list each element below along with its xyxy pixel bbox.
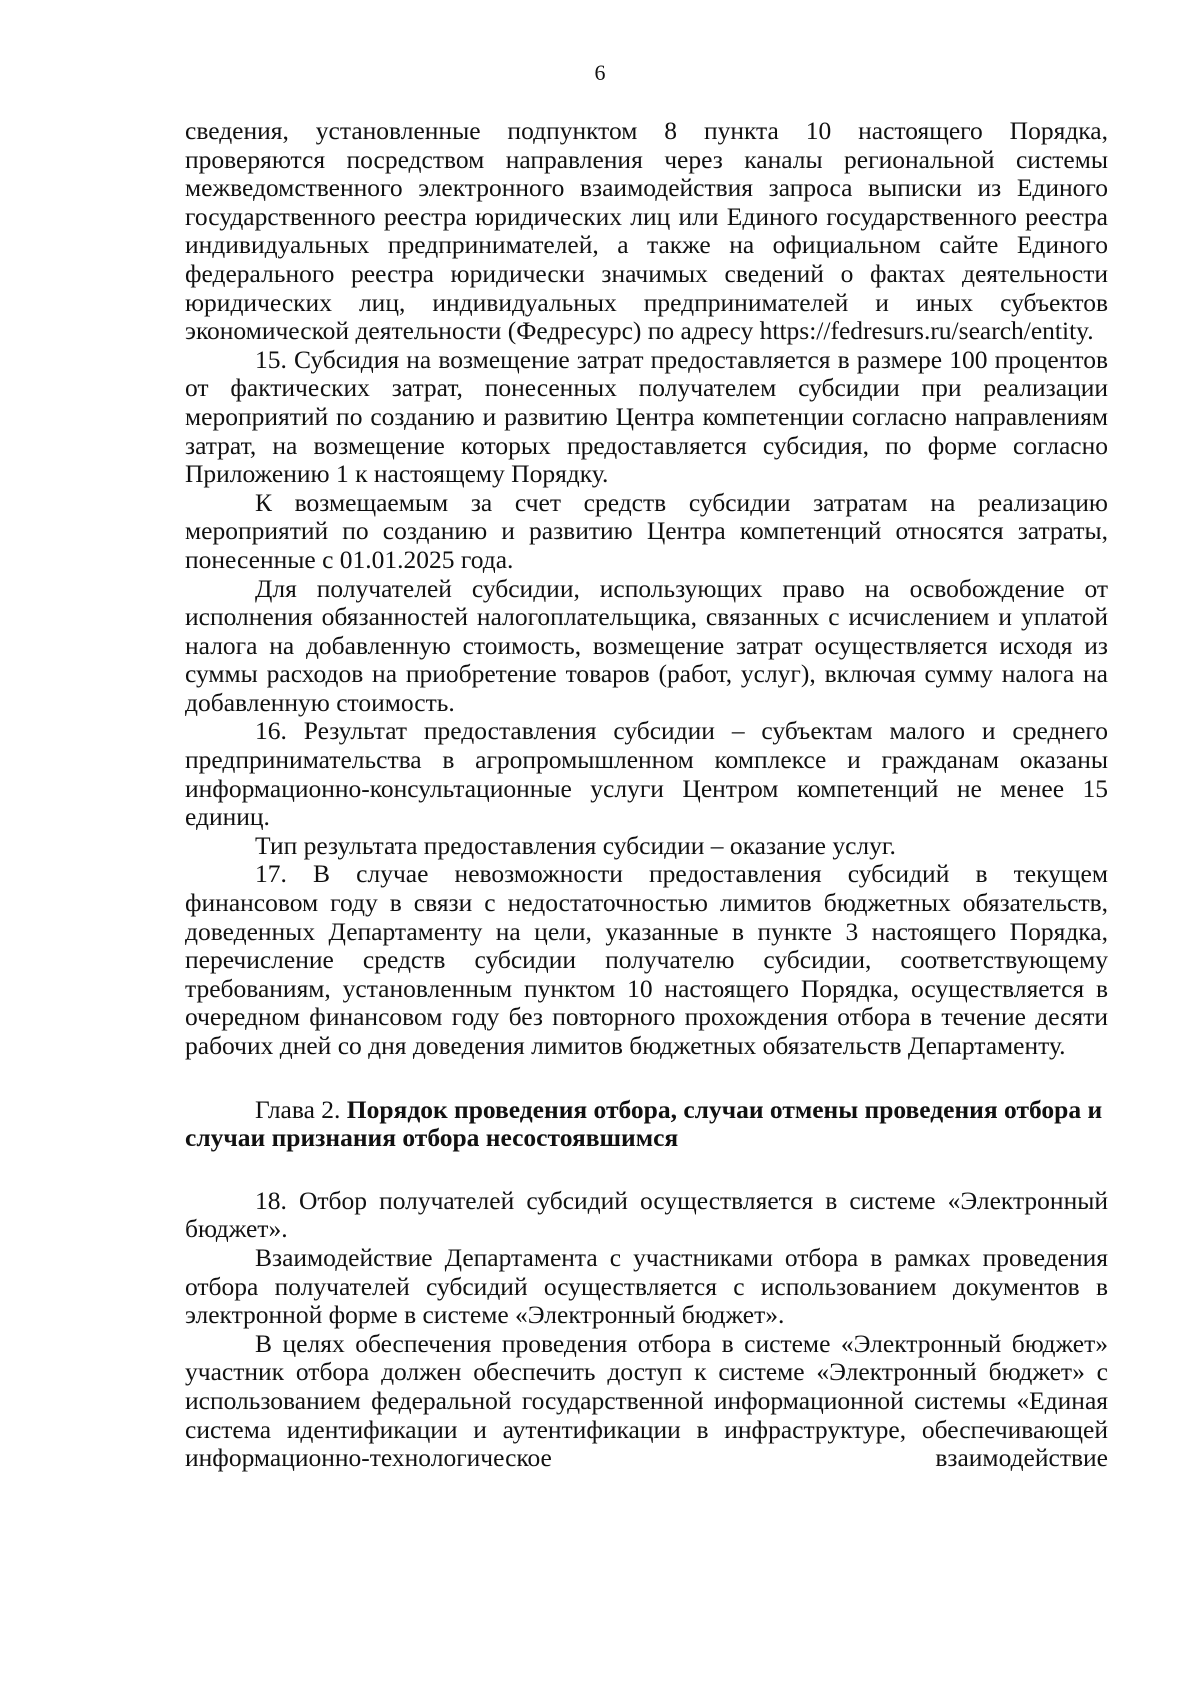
chapter-prefix: Глава 2. xyxy=(255,1094,347,1124)
paragraph-continuation: сведения, установленные подпунктом 8 пункта 10 настоящего Порядка, проверяются посредством направления через каналы региональной системы межведомственного электронного взаимодействия запроса выписки из Единого государственного реестра юридических лиц или Единого государственного реестра индивидуальных предпринимателей, а также на официальном сайте Единого федерального реестра юридически значимых сведений о фактах деятельности юридических лиц, индивидуальных предпринимателей и иных субъектов экономической деятельности (Федресурс) по адресу https://fedresurs.ru/search/entity. xyxy=(185,116,1108,346)
paragraph-item-17: 17. В случае невозможности предоставления субсидий в текущем финансовом году в связи с недостаточностью лимитов бюджетных обязательств, доведенных Департаменту на цели, указанные в пункте 3 настоящего Порядка, перечисление средств субсидии получателю субсидии, соответствующему требованиям, установленным пунктом 10 настоящего Порядка, осуществляется в очередном финансовом году без повторного прохождения отбора в течение десяти рабочих дней со дня доведения лимитов бюджетных обязательств Департаменту. xyxy=(185,859,1108,1060)
paragraph-item-15: 15. Субсидия на возмещение затрат предоставляется в размере 100 процентов от фактических затрат, понесенных получателем субсидии при реализации мероприятий по созданию и развитию Центра компетенции согласно направлениям затрат, на возмещение которых предоставляется субсидия, по форме согласно Приложению 1 к настоящему Порядку. xyxy=(185,344,1108,489)
paragraph-access-requirement: В целях обеспечения проведения отбора в системе «Электронный бюджет» участник отбора должен обеспечить доступ к системе «Электронный бюджет» с использованием федеральной государственной информационной системы «Единая система идентификации и аутентификации в инфраструктуре, обеспечивающей информационно-технологическое взаимодействие xyxy=(185,1328,1108,1473)
paragraph-reimbursable-costs: К возмещаемым за счет средств субсидии затратам на реализацию мероприятий по созданию и развитию Центра компетенций относятся затраты, понесенные с 01.01.2025 года. xyxy=(185,487,1108,574)
paragraph-item-18: 18. Отбор получателей субсидий осуществляется в системе «Электронный бюджет». xyxy=(185,1185,1108,1244)
document-body xyxy=(185,117,1108,1473)
paragraph-interaction: Взаимодействие Департамента с участниками отбора в рамках проведения отбора получателей субсидий осуществляется с использованием документов в электронной форме в системе «Электронный бюджет». xyxy=(185,1242,1108,1330)
page-number: 6 xyxy=(594,60,606,85)
chapter-title: Порядок проведения отбора, случаи отмены проведения отбора и случаи признания отбора несостоявшимся xyxy=(185,1094,1103,1153)
paragraph-item-16: 16. Результат предоставления субсидии – субъектам малого и среднего предпринимательства в агропромышленном комплексе и гражданам оказаны информационно-консультационные услуги Центром компетенций не менее 15 единиц. xyxy=(185,716,1108,832)
paragraph-result-type: Тип результата предоставления субсидии – оказание услуг. xyxy=(255,830,896,860)
paragraph-vat-exemption: Для получателей субсидии, использующих право на освобождение от исполнения обязанностей налогоплательщика, связанных с исчислением и уплатой налога на добавленную стоимость, возмещение затрат осуществляется исходя из суммы расходов на приобретение товаров (работ, услуг), включая сумму налога на добавленную стоимость. xyxy=(185,573,1108,717)
chapter-heading xyxy=(185,1096,1108,1153)
